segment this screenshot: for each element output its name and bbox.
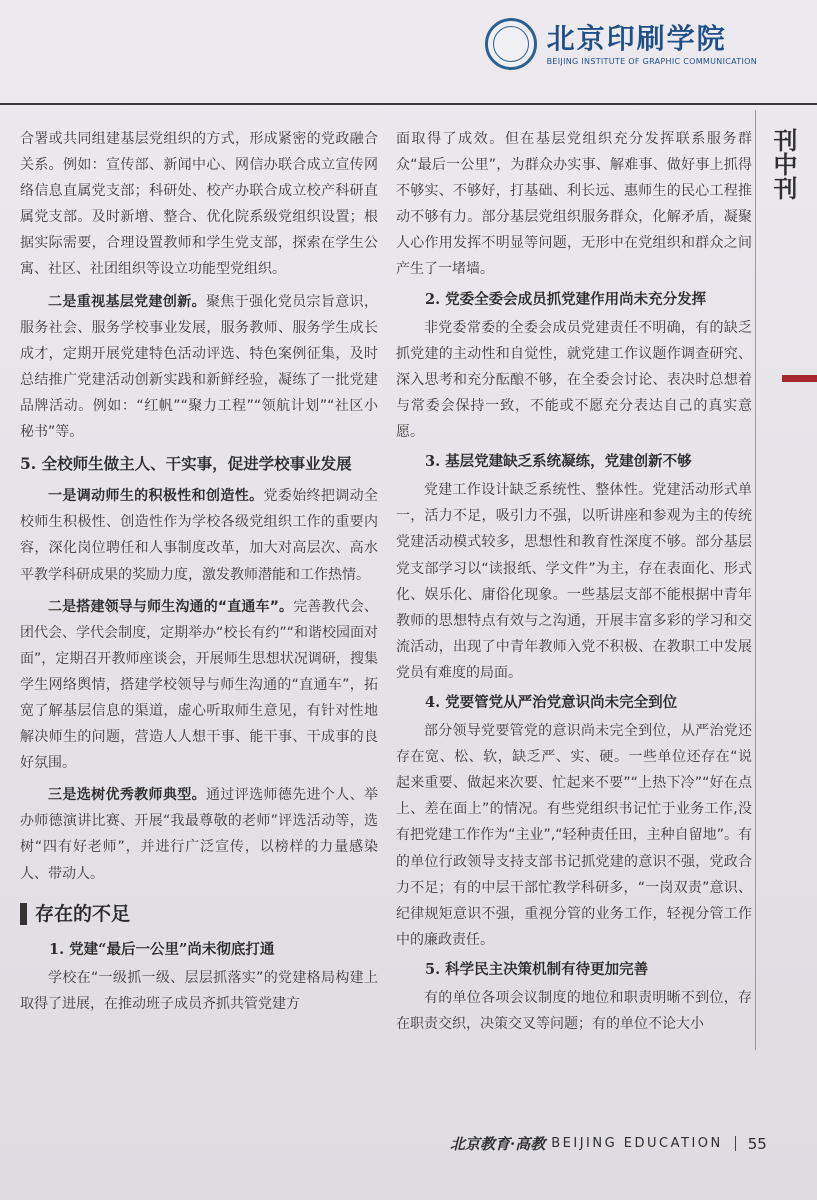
subsection-heading: 1. 党建“最后一公里”尚未彻底打通 xyxy=(49,940,275,958)
subsection-heading: 3. 基层党建缺乏系统凝练，党建创新不够 xyxy=(425,453,692,471)
university-seal-icon xyxy=(485,18,537,70)
paragraph: 合署或共同组建基层党组织的方式，形成紧密的党政融合关系。例如：宣传部、新闻中心、网信办联合成立宣传网络信息直属党支部；科研处、校产办联合成立校产科研直属党支部。及时新增、整合、优化院系级党组织设置；根据实际需要，合理设置教师和学生党支部，探索在学生公寓、社区、社团组织等设立功能型党组织。 xyxy=(20,131,378,278)
paragraph-lead: 二是重视基层党建创新。 xyxy=(48,293,206,310)
side-tab-label: 刊中刊 xyxy=(769,128,797,200)
paragraph: 部分领导党要管党的意识尚未完全到位，从严治党还存在宽、松、软，缺乏严、实、硬。一些单位还存在“说起来重要、做起来次要、忙起来不要”“上热下冷”“好在点上、差在面上”的情况。有些党组织书记忙于业务工作,没有把党建工作作为“主业”,“轻种责任田，主种自留地”。有的单位行政领导支持支部书记抓党建的意识不强，党政合力不足；有的中层干部忙教学科研多，“一岗双责”意识、纪律规矩意识不强，重视分管的业务工作，轻视分管工作中的廉政责任。 xyxy=(396,723,752,948)
side-section-tab xyxy=(762,128,804,200)
logo-chinese-name: 北京印刷学院 xyxy=(546,21,727,55)
page-number: 55 xyxy=(747,1134,767,1153)
column-side-rule xyxy=(755,110,756,1050)
paragraph-lead: 一是调动师生的积极性和创造性。 xyxy=(48,488,264,505)
journal-chinese-name: 北京教育·高教 xyxy=(450,1135,546,1153)
paragraph: 面取得了成效。但在基层党组织充分发挥联系服务群众“最后一公里”，为群众办实事、解难事、做好事上抓得不够实、不够好，打基础、利长远、惠师生的民心工程推动不够有力。部分基层党组织服务群众，化解矛盾，凝聚人心作用发挥不明显等问题，无形中在党组织和群众之间产生了一堵墙。 xyxy=(396,131,752,278)
section-title: 存在的不足 xyxy=(35,902,131,925)
logo-english-name: BEIJING INSTITUTE OF GRAPHIC COMMUNICATION xyxy=(546,56,757,66)
paragraph: 非党委常委的全委会成员党建责任不明确，有的缺乏抓党建的主动性和自觉性，就党建工作议题作调查研究、深入思考和充分酝酿不够，在全委会讨论、表决时总想着与常委会保持一致，不能或不愿充分表达自己的真实意愿。 xyxy=(396,319,752,441)
university-logo xyxy=(485,18,757,70)
paragraph xyxy=(20,782,378,886)
section-heading xyxy=(20,901,378,927)
paragraph: 有的单位各项会议制度的地位和职责明晰不到位，存在职责交织，决策交叉等问题；有的单位不论大小 xyxy=(396,990,752,1033)
paragraph-body: 党委始终把调动全校师生积极性、创造性作为学校各级党组织工作的重要内容，深化岗位聘任和人事制度改革，加大对高层次、高水平教学科研成果的奖励力度，激发教师潜能和工作热情。 xyxy=(20,488,379,583)
paragraph-lead: 三是选树优秀教师典型。 xyxy=(48,787,206,804)
subsection-heading: 2. 党委全委会成员抓党建作用尚未充分发挥 xyxy=(425,290,707,308)
paragraph xyxy=(20,594,378,777)
section-marker-icon xyxy=(20,903,27,925)
paragraph: 学校在“一级抓一级、层层抓落实”的党建格局构建上取得了进展，在推动班子成员齐抓共管党建方 xyxy=(20,969,378,1012)
footer-divider xyxy=(735,1136,736,1151)
header-divider xyxy=(0,103,817,105)
subsection-heading: 4. 党要管党从严治党意识尚未完全到位 xyxy=(425,693,678,711)
paragraph: 党建工作设计缺乏系统性、整体性。党建活动形式单一，活力不足，吸引力不强，以听讲座和参观为主的传统党建活动模式较多，思想性和教育性深度不够。部分基层党支部学习以“读报纸、学文件”为主，存在表面化、形式化、娱乐化、庸俗化现象。一些基层支部不能根据中青年教师的思想特点有效与之沟通，开展丰富多彩的学习和交流活动，出现了中青年教师入党不积极、在教职工中发展党员有难度的局面。 xyxy=(396,482,752,681)
subsection-heading: 5. 科学民主决策机制有待更加完善 xyxy=(425,960,649,978)
left-column xyxy=(20,126,378,1017)
paragraph-lead: 二是搭建领导与师生沟通的“直通车”。 xyxy=(48,598,294,615)
paragraph-body: 聚焦于强化党员宗旨意识，服务社会、服务学校事业发展，服务教师、服务学生成长成才，定期开展党建特色活动评选、特色案例征集，及时总结推广党建活动创新实践和新鲜经验，凝练了一批党建品牌活动。例如：“红帆”“聚力工程”“领航计划”“社区小秘书”等。 xyxy=(20,293,378,441)
side-accent-bar xyxy=(782,375,817,382)
paragraph-body: 通过评选师德先进个人、举办师德演讲比赛、开展“我最尊敬的老师”评选活动等，选树“四有好老师”，并进行广泛宣传，以榜样的力量感染人、带动人。 xyxy=(20,787,378,882)
journal-english-name: BEIJING EDUCATION xyxy=(551,1136,723,1151)
paragraph-body: 完善教代会、团代会、学代会制度，定期举办“校长有约”“和谐校园面对面”，定期召开教师座谈会，开展师生思想状况调研，搜集学生网络舆情，搭建学校领导与师生沟通的“直通车”，拓宽了解基层信息的渠道，虚心听取师生意见，有针对性地解决师生的问题，营造人人想干事、能干事、干成事的良好氛围。 xyxy=(20,598,378,772)
page-footer xyxy=(450,1133,767,1154)
right-column xyxy=(396,126,752,1037)
paragraph xyxy=(20,289,378,446)
subsection-heading: 5. 全校师生做主人、干实事，促进学校事业发展 xyxy=(20,454,352,474)
paragraph xyxy=(20,483,378,587)
